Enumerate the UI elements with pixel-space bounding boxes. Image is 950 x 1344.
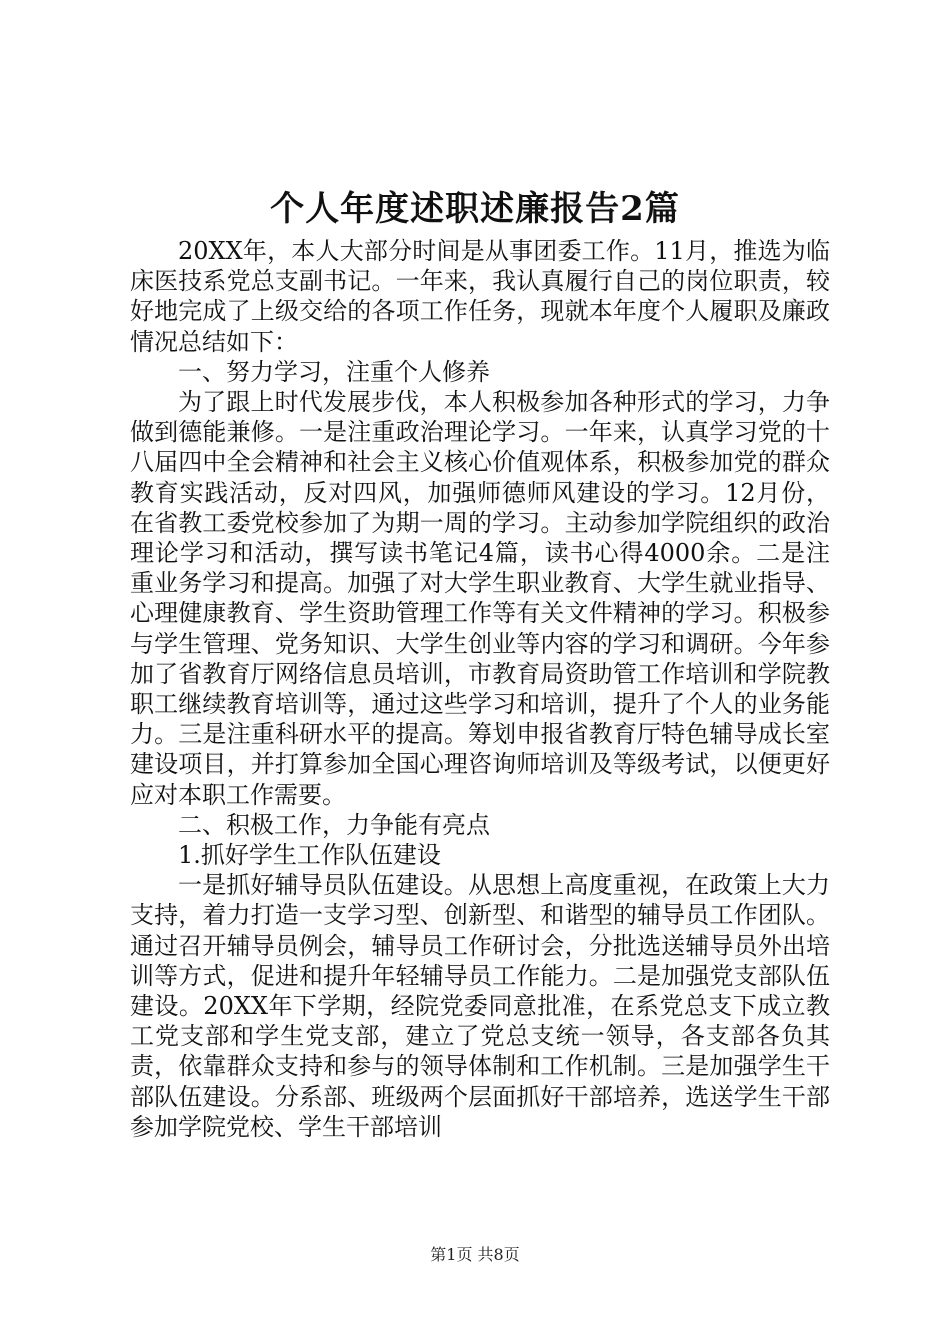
section-heading-2: 二、积极工作，力争能有亮点 <box>178 810 490 839</box>
intro-paragraph: 20XX年，本人大部分时间是从事团委工作。11月，推选为临床医技系党总支副书记。一年来，我认真履行自己的岗位职责，较好地完成了上级交给的各项工作任务，现就本年度个人履职及廉政情况总结如下： <box>130 237 830 356</box>
page-number-footer: 第1页 共8页 <box>430 1245 520 1264</box>
subsection-heading-1: 1.抓好学生工作队伍建设 <box>178 841 441 870</box>
section-1-paragraph: 为了跟上时代发展步伐，本人积极参加各种形式的学习，力争做到德能兼修。一是注重政治理论学习。一年来，认真学习党的十八届四中全会精神和社会主义核心价值观体系，积极参加党的群众教育实践活动，反对四风，加强师德师风建设的学习。12月份，在省教工委党校参加了为期一周的学习。主动参加学院组织的政治理论学习和活动，撰写读书笔记4篇，读书心得4000余。二是注重业务学习和提高。加强了对大学生职业教育、大学生就业指导、心理健康教育、学生资助管理工作等有关文件精神的学习。积极参与学生管理、党务知识、大学生创业等内容的学习和调研。今年参加了省教育厅网络信息员培训，市教育局资助管工作培训和学院教职工继续教育培训等，通过这些学习和培训，提升了个人的业务能力。三是注重科研水平的提高。筹划申报省教育厅特色辅导成长室建设项目，并打算参加全国心理咨询师培训及等级考试，以便更好应对本职工作需要。 <box>130 388 830 809</box>
document-title: 个人年度述职述廉报告2篇 <box>270 189 680 229</box>
section-heading-1: 一、努力学习，注重个人修养 <box>178 357 490 386</box>
subsection-1-paragraph: 一是抓好辅导员队伍建设。从思想上高度重视，在政策上大力支持，着力打造一支学习型、创新型、和谐型的辅导员工作团队。通过召开辅导员例会，辅导员工作研讨会，分批选送辅导员外出培训等方式，促进和提升年轻辅导员工作能力。二是加强党支部队伍建设。20XX年下学期，经院党委同意批准，在系党总支下成立教工党支部和学生党支部，建立了党总支统一领导，各支部各负其责，依靠群众支持和参与的领导体制和工作机制。三是加强学生干部队伍建设。分系部、班级两个层面抓好干部培养，选送学生干部参加学院党校、学生干部培训 <box>130 871 830 1141</box>
document-body <box>130 236 830 1142</box>
